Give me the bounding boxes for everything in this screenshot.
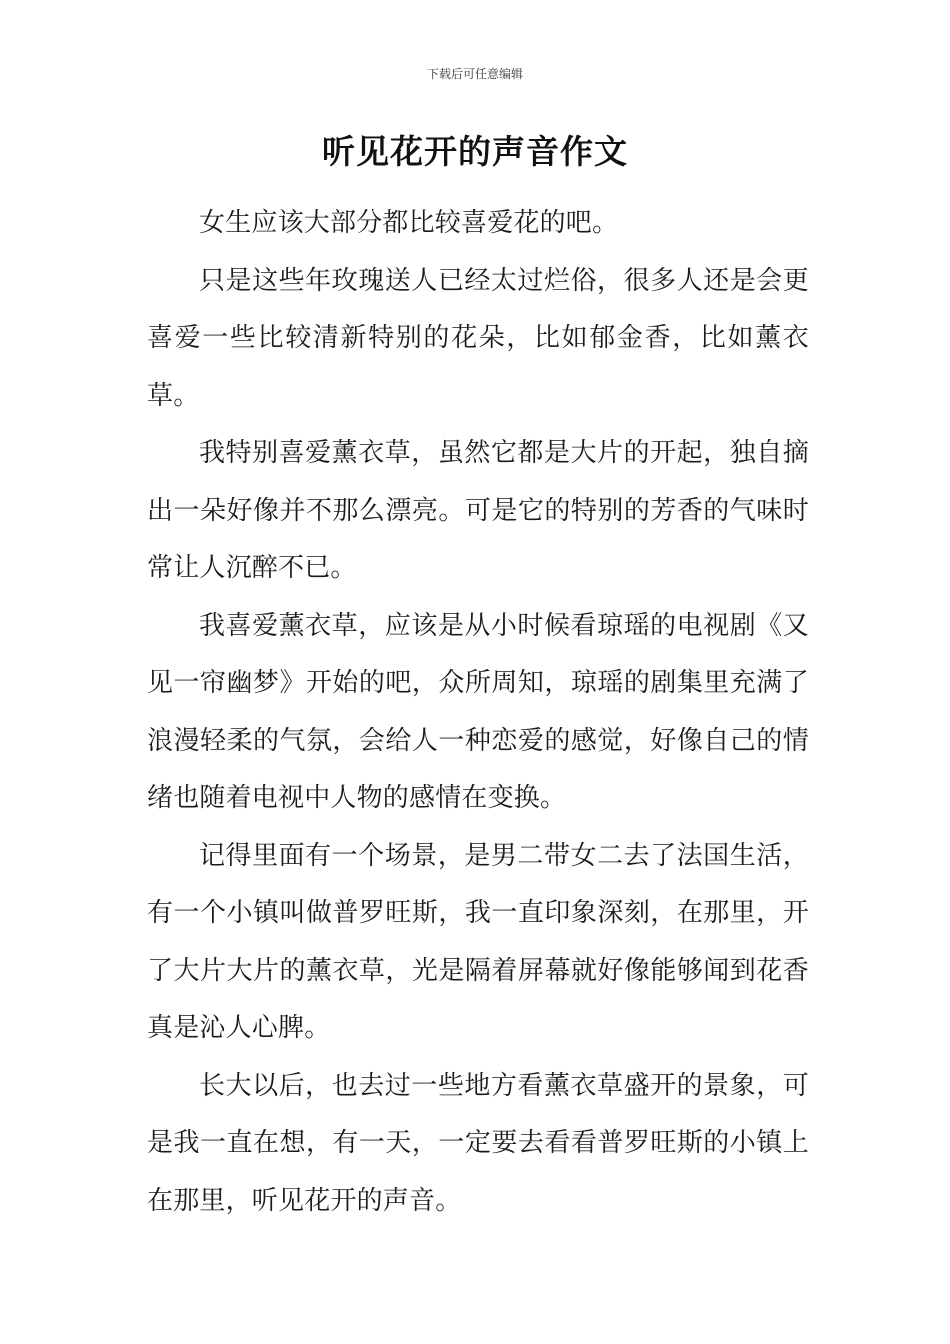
paragraph: 只是这些年玫瑰送人已经太过烂俗，很多人还是会更喜爱一些比较清新特别的花朵，比如郁金香，比如薰衣草。 <box>147 265 809 411</box>
header-note: 下载后可任意编辑 <box>426 67 523 81</box>
paragraph: 女生应该大部分都比较喜爱花的吧。 <box>199 208 619 238</box>
paragraph: 我特别喜爱薰衣草，虽然它都是大片的开起，独自摘出一朵好像并不那么漂亮。可是它的特别的芳香的气味时常让人沉醉不已。 <box>147 438 809 583</box>
paragraph: 记得里面有一个场景，是男二带女二去了法国生活，有一个小镇叫做普罗旺斯，我一直印象深刻，在那里，开了大片大片的薰衣草，光是隔着屏幕就好像能够闻到花香真是沁人心脾。 <box>147 840 809 1043</box>
article-body <box>147 195 809 1230</box>
paragraph: 长大以后，也去过一些地方看薰衣草盛开的景象，可是我一直在想，有一天，一定要去看看普罗旺斯的小镇上在那里，听见花开的声音。 <box>147 1070 809 1216</box>
paragraph: 我喜爱薰衣草，应该是从小时候看琼瑶的电视剧《又见一帘幽梦》开始的吧，众所周知，琼瑶的剧集里充满了浪漫轻柔的气氛，会给人一种恋爱的感觉，好像自己的情绪也随着电视中人物的感情在变换。 <box>147 610 809 813</box>
page-title: 听见花开的声音作文 <box>322 132 628 171</box>
